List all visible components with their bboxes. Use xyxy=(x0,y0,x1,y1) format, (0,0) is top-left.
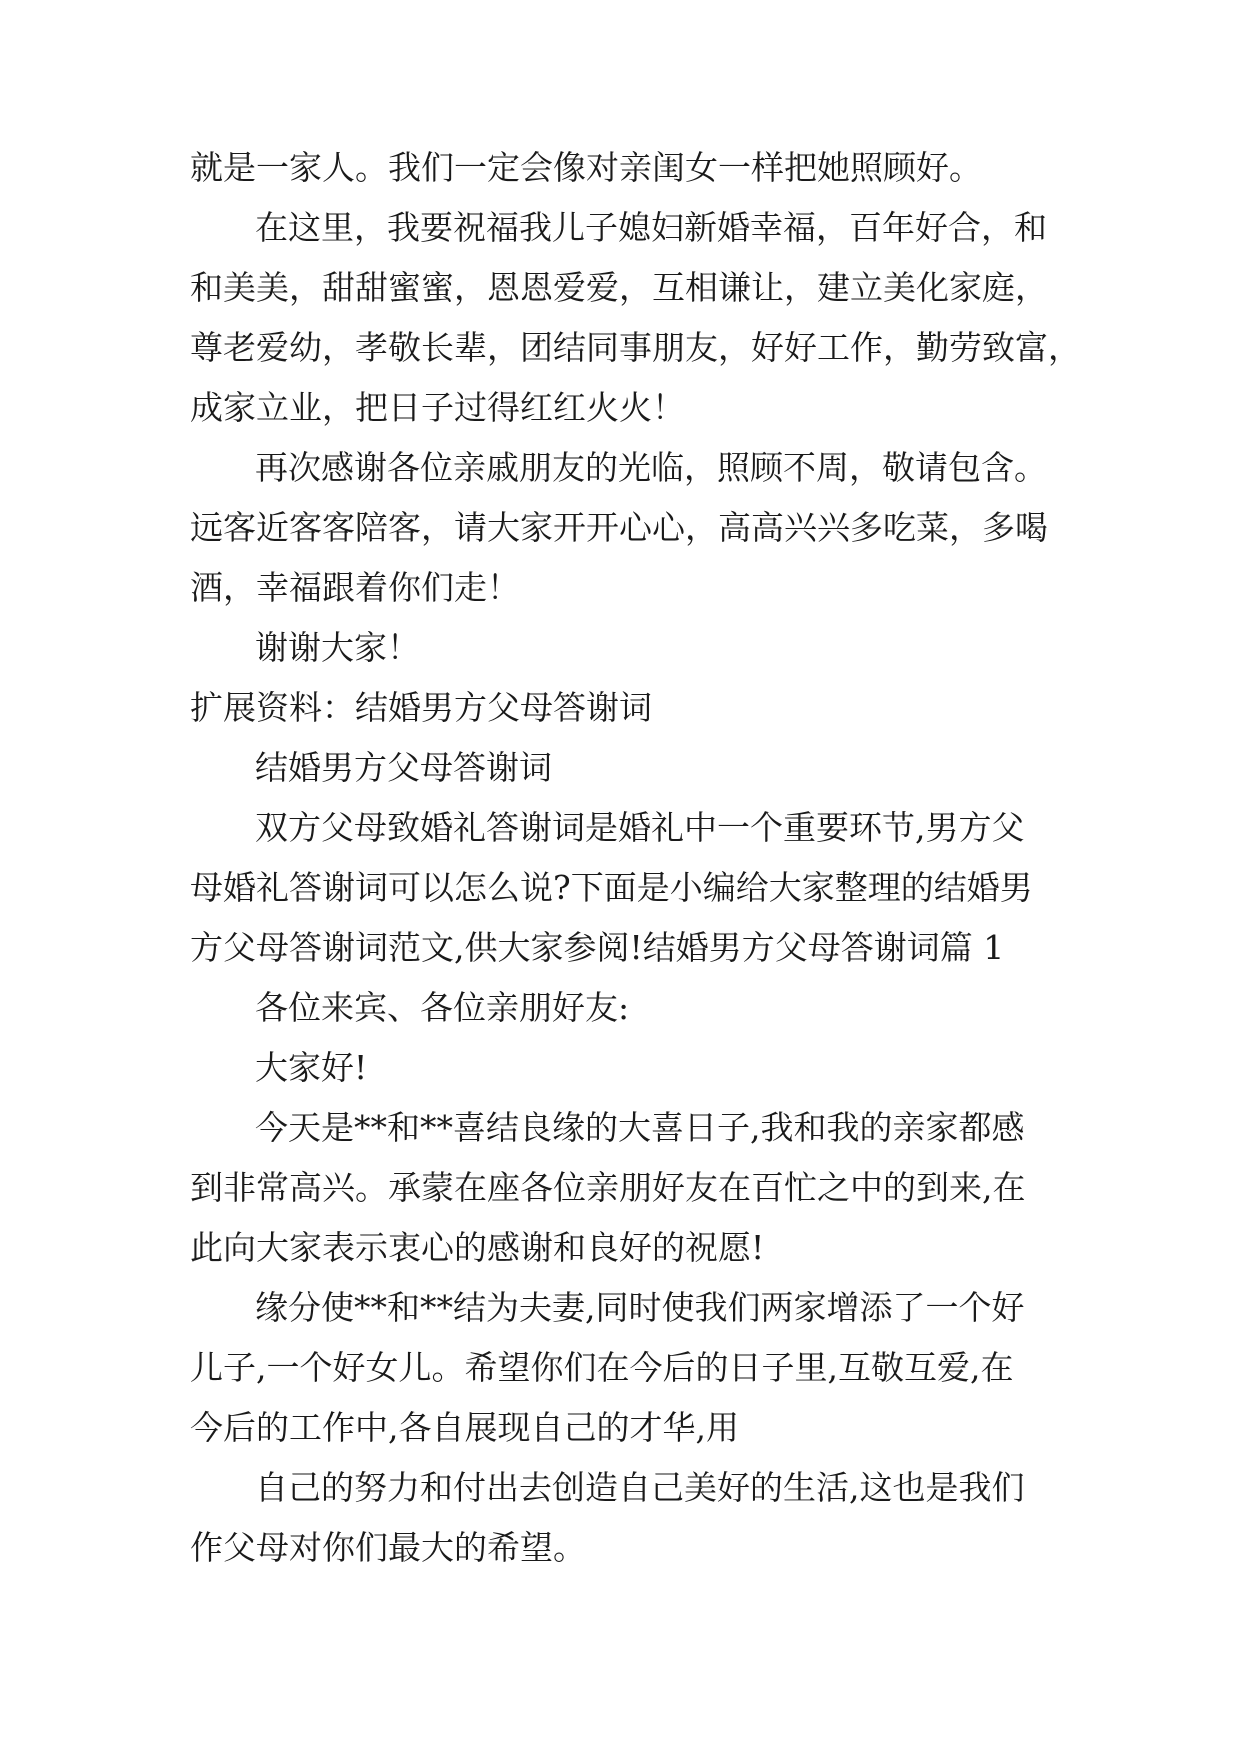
text-line: 母婚礼答谢词可以怎么说?下面是小编给大家整理的结婚男 xyxy=(190,868,1033,907)
text-line: 双方父母致婚礼答谢词是婚礼中一个重要环节,男方父 xyxy=(255,808,1025,847)
text-line: 酒，幸福跟着你们走！ xyxy=(190,568,520,607)
text-line: 就是一家人。我们一定会像对亲闺女一样把她照顾好。 xyxy=(190,148,982,187)
subheading: 结婚男方父母答谢词 xyxy=(255,748,552,787)
text-line: 远客近客客陪客，请大家开开心心，高高兴兴多吃菜，多喝 xyxy=(190,508,1048,547)
text-line: 大家好! xyxy=(255,1048,368,1087)
text-line: 尊老爱幼，孝敬长辈，团结同事朋友，好好工作，勤劳致富， xyxy=(190,328,1081,367)
text-line: 在这里，我要祝福我儿子媳妇新婚幸福，百年好合，和 xyxy=(255,208,1047,247)
text-line: 和美美，甜甜蜜蜜，恩恩爱爱，互相谦让，建立美化家庭， xyxy=(190,268,1048,307)
text-line: 成家立业，把日子过得红红火火！ xyxy=(190,388,685,427)
text-line: 作父母对你们最大的希望。 xyxy=(190,1528,586,1567)
text-line: 缘分使**和**结为夫妻,同时使我们两家增添了一个好 xyxy=(255,1288,1025,1327)
text-line: 再次感谢各位亲戚朋友的光临，照顾不周，敬请包含。 xyxy=(255,448,1047,487)
text-line: 谢谢大家！ xyxy=(255,628,420,667)
text-line: 到非常高兴。承蒙在座各位亲朋好友在百忙之中的到来,在 xyxy=(190,1168,1026,1207)
text-line: 此向大家表示衷心的感谢和良好的祝愿! xyxy=(190,1228,765,1267)
text-line: 今天是**和**喜结良缘的大喜日子,我和我的亲家都感 xyxy=(255,1108,1025,1147)
text-line: 方父母答谢词范文,供大家参阅!结婚男方父母答谢词篇 1 xyxy=(190,928,1005,967)
section-heading: 扩展资料：结婚男方父母答谢词 xyxy=(190,688,652,727)
text-line: 今后的工作中,各自展现自己的才华,用 xyxy=(190,1408,739,1447)
text-line: 儿子,一个好女儿。希望你们在今后的日子里,互敬互爱,在 xyxy=(190,1348,1014,1387)
text-line: 自己的努力和付出去创造自己美好的生活,这也是我们 xyxy=(255,1468,1025,1507)
text-line: 各位来宾、各位亲朋好友: xyxy=(255,988,630,1027)
